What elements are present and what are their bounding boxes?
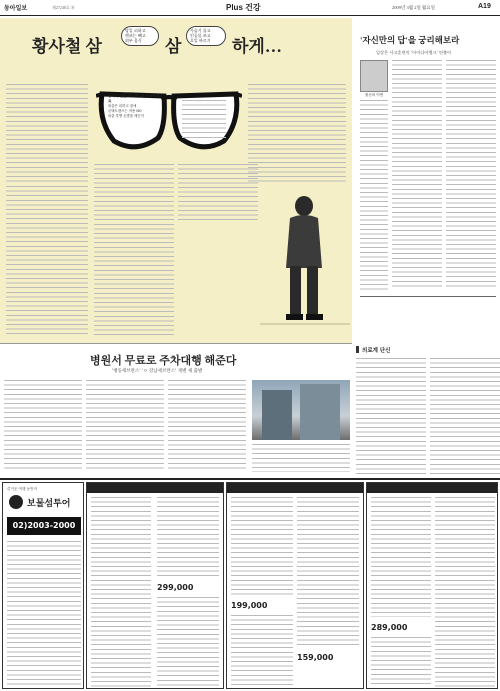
paper-name: 동아일보 [4,6,28,12]
ad-divider [0,478,500,480]
travel-brand: 보물섬투어 [27,498,71,508]
hero-text-col2 [94,164,174,336]
ad-price-4: 289,000 [371,623,408,632]
columnist-photo [360,60,388,92]
bubble1-line3: 외부 음식 [125,38,142,44]
hero-text-col3 [178,164,258,224]
glasses-right-lens-text [182,100,226,138]
article-text-col4 [252,444,350,472]
ad-block-2[interactable] [226,482,364,689]
issue-number: 제27248호 ⑩ [52,5,75,10]
bubble1-line1: 당일 피하고 [125,28,146,33]
travel-slogan: 즐거운 여행 동반자 [7,487,38,491]
glasses-item-1: 외출은 피하고 집에 [108,104,137,108]
bubble1-line2: 렌즈는 빼고 [125,33,146,39]
page-header [0,0,500,16]
hospital-building-photo [252,380,350,440]
brief-title: 의료계 단신 [362,348,391,354]
hero-title-part1: 황사철 삼 [32,37,102,56]
bubble2-line1: 가습기 틀고 [190,28,211,33]
sidebar-subtitle: 일상은 사고훈련의 '아이디어뱅크' 연출어 [376,50,452,55]
hero-text-col1 [6,186,88,336]
ad-price-3: 159,000 [297,653,334,662]
sidebar-text-col1 [392,60,442,290]
hero-title-part3: 하게… [232,37,282,56]
section-title: Plus 건강 [226,3,261,12]
column-label: 정신의 이면 [364,93,384,97]
travel-ad[interactable] [2,482,84,689]
hero-feature [0,18,352,344]
ad-block-1[interactable] [86,482,224,689]
travel-ad-listing [7,541,81,686]
walking-person-photo [260,188,350,338]
brief-text-col1 [356,358,426,474]
hero-title [32,24,332,64]
glasses-title: 황사가 심할 때 이런 점 조심하세요 [108,94,160,103]
ad-price-2: 199,000 [231,601,268,610]
article-text-col1 [4,380,82,472]
sidebar-title: '자신만의 답'을 궁리해보라 [360,35,460,45]
sidebar-divider [360,296,496,297]
hero-text-col1-top [6,84,88,182]
article-title: 병원서 무료로 주차대행 해준다 [90,355,237,367]
article-text-col3 [168,380,246,472]
page-number: A19 [478,3,491,10]
hero-text-col4-top [248,84,346,182]
glasses-item-3: 외출 후엔 손발을 깨끗이 [108,114,144,118]
sidebar-column [356,18,500,343]
brief-marker [356,346,359,353]
ad-block-3[interactable] [366,482,498,689]
hero-title-part2: 삼 [165,37,182,56]
bubble2-line2: 인공물 쓰고 [190,33,211,39]
glasses-left-lens-text [108,94,162,119]
brief-text-col2 [430,358,500,474]
bubble2-line3: 오일 바르기 [190,38,211,44]
article-subtitle: '병동세브란스' 'ㅇ 강남세브란스' 개별 새 출발 [112,369,203,374]
ad-price-1: 299,000 [157,583,194,592]
parking-article [0,346,354,476]
hero-bubble-2 [186,26,226,46]
medical-news-brief [356,346,500,476]
glasses-item-2: 콘택트렌즈는 착용 NO [108,109,142,113]
sidebar-text-col0 [360,100,388,290]
travel-logo-icon [9,495,23,509]
article-text-col2 [86,380,164,472]
date: 2009년 3월 2일 월요일 [392,5,435,10]
sidebar-text-col2 [446,60,496,290]
travel-phone: 02)2003-2000 [7,517,81,535]
hero-bubble-1 [121,26,159,46]
